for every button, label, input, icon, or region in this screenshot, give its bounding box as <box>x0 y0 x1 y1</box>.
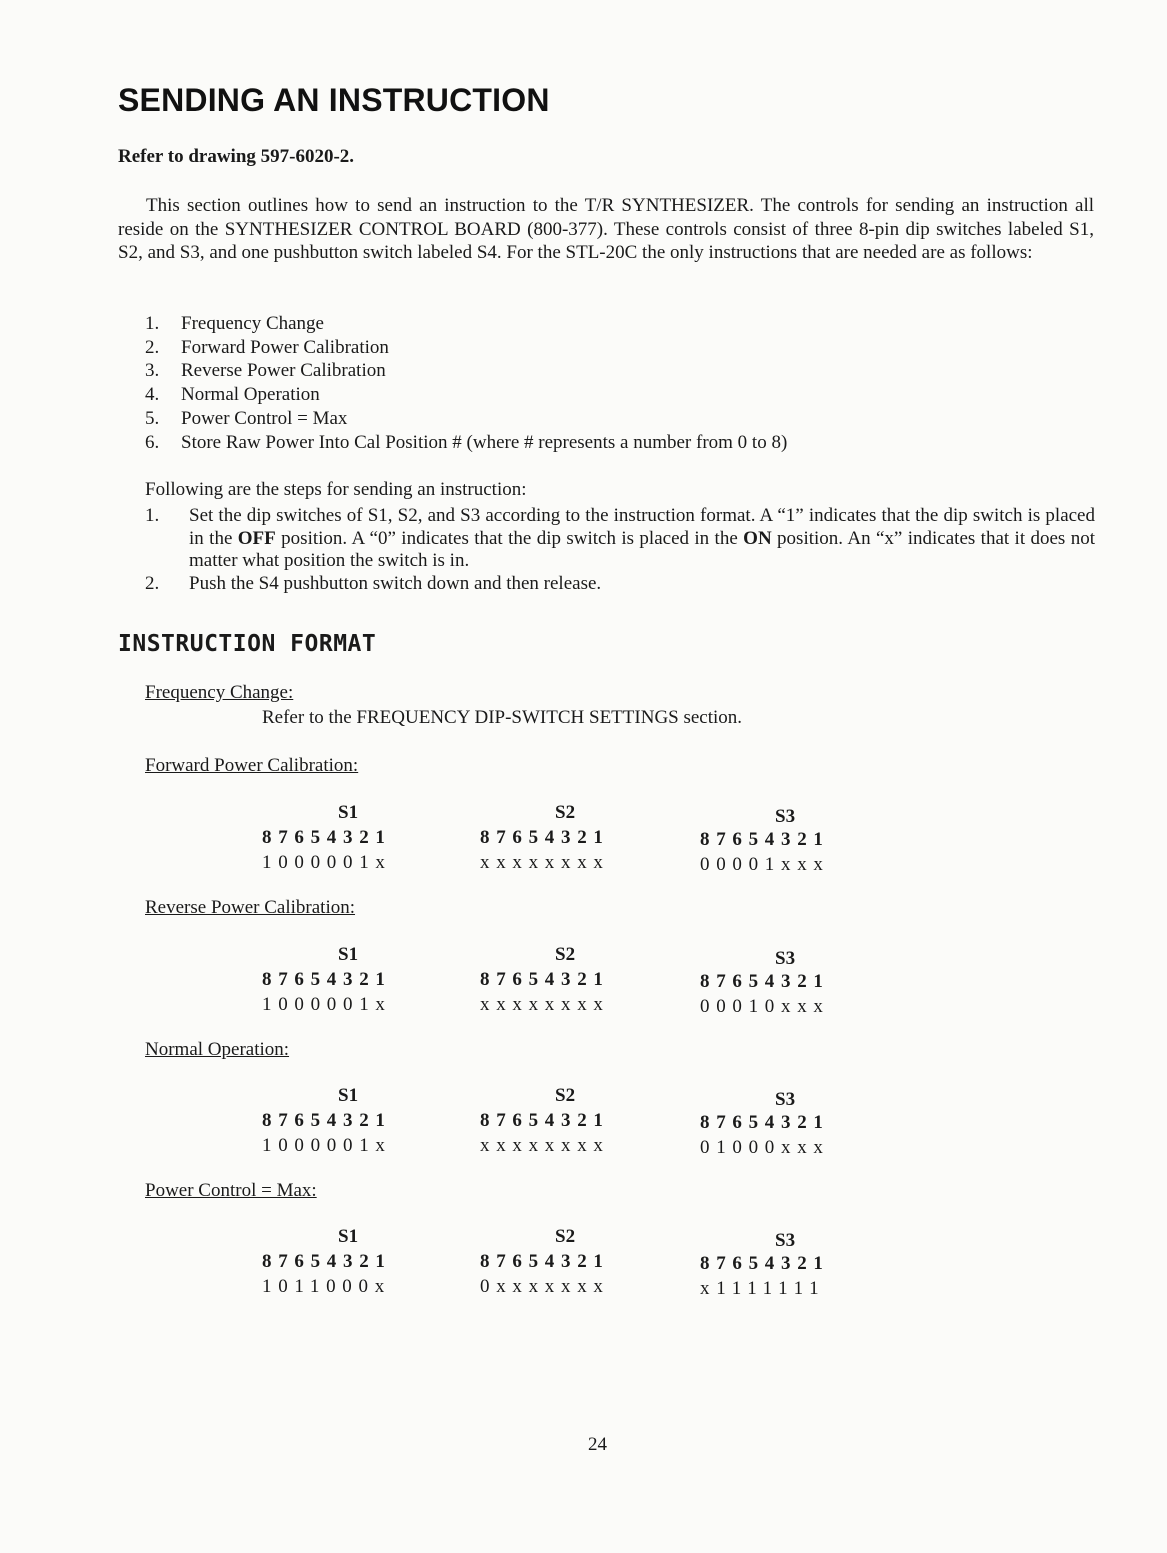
s2-label: S2 <box>555 1085 576 1106</box>
freq-change-note: Refer to the FREQUENCY DIP-SWITCH SETTINGS section. <box>262 707 743 728</box>
s3-label: S3 <box>775 1230 796 1251</box>
off-keyword: OFF <box>237 527 276 549</box>
s1-label: S1 <box>338 944 359 965</box>
s3-settings: 00001xxx <box>700 854 830 875</box>
intro-paragraph: This section outlines how to send an instruction to the T/R SYNTHESIZER. The controls for sending an instruction all reside on the SYNTHESIZER CONTROL BOARD (800-377). These controls consist of three 8-pin dip switches labeled S1, S2, and S3, and one pushbutton switch labeled S4. For the STL-20C the only instructions that are needed are as follows: <box>118 195 1094 263</box>
s1-label: S1 <box>338 802 359 823</box>
s2-pins: 87654321 <box>480 1251 610 1272</box>
s1-label: S1 <box>338 1085 359 1106</box>
on-keyword: ON <box>743 527 772 549</box>
s2-settings: xxxxxxxx <box>480 994 610 1015</box>
step-item: 1. Set the dip switches of S1, S2, and S3 according to the instruction format. A “1” indicates that the dip switch is placed in the OFF position. A “0” indicates that the dip switch is placed in the ON position. An “x” indicates that it does not matter what position the switch is in. <box>145 505 1095 571</box>
s2-label: S2 <box>555 802 576 823</box>
list-item: 5. Power Control = Max <box>145 407 348 429</box>
section-title: Normal Operation: <box>145 1039 290 1060</box>
steps-intro: Following are the steps for sending an instruction: <box>145 479 527 500</box>
s2-pins: 87654321 <box>480 827 610 848</box>
list-item: 6. Store Raw Power Into Cal Position # (where # represents a number from 0 to 8) <box>145 431 788 453</box>
freq-change-title: Frequency Change: <box>145 682 294 703</box>
s1-pins: 87654321 <box>262 1110 392 1131</box>
s2-pins: 87654321 <box>480 969 610 990</box>
page-number: 24 <box>588 1434 607 1455</box>
s3-settings: 01000xxx <box>700 1137 830 1158</box>
s3-label: S3 <box>775 1089 796 1110</box>
s2-settings: 0xxxxxxx <box>480 1276 610 1297</box>
s2-settings: xxxxxxxx <box>480 1135 610 1156</box>
list-item: 1. Frequency Change <box>145 313 324 334</box>
list-item: 4. Normal Operation <box>145 384 320 406</box>
s1-pins: 87654321 <box>262 827 392 848</box>
instruction-list <box>145 312 787 454</box>
drawing-reference: Refer to drawing 597-6020-2. <box>118 146 355 167</box>
s3-pins: 87654321 <box>700 1253 830 1274</box>
s3-pins: 87654321 <box>700 971 830 992</box>
s1-settings: 1011000x <box>262 1276 391 1297</box>
s1-pins: 87654321 <box>262 969 392 990</box>
step-item: 2. Push the S4 pushbutton switch down and then release. <box>145 572 602 594</box>
s2-pins: 87654321 <box>480 1110 610 1131</box>
s2-settings: xxxxxxxx <box>480 852 610 873</box>
s1-settings: 1000001x <box>262 852 392 873</box>
section-title: Reverse Power Calibration: <box>145 897 356 918</box>
s3-pins: 87654321 <box>700 829 830 850</box>
section-title: Forward Power Calibration: <box>145 755 359 776</box>
list-item: 3. Reverse Power Calibration <box>145 360 386 382</box>
s1-label: S1 <box>338 1226 359 1247</box>
s3-pins: 87654321 <box>700 1112 830 1133</box>
s2-label: S2 <box>555 944 576 965</box>
s2-label: S2 <box>555 1226 576 1247</box>
s3-label: S3 <box>775 806 796 827</box>
page-title: SENDING AN INSTRUCTION <box>118 82 550 118</box>
format-heading: INSTRUCTION FORMAT <box>118 631 377 657</box>
steps-list <box>145 505 1095 595</box>
section-title: Power Control = Max: <box>145 1180 317 1201</box>
s1-pins: 87654321 <box>262 1251 392 1272</box>
s1-settings: 1000001x <box>262 994 392 1015</box>
list-item: 2. Forward Power Calibration <box>145 336 389 358</box>
s3-settings: x1111111 <box>700 1278 826 1299</box>
s3-settings: 00010xxx <box>700 996 830 1017</box>
s1-settings: 1000001x <box>262 1135 392 1156</box>
s3-label: S3 <box>775 948 796 969</box>
